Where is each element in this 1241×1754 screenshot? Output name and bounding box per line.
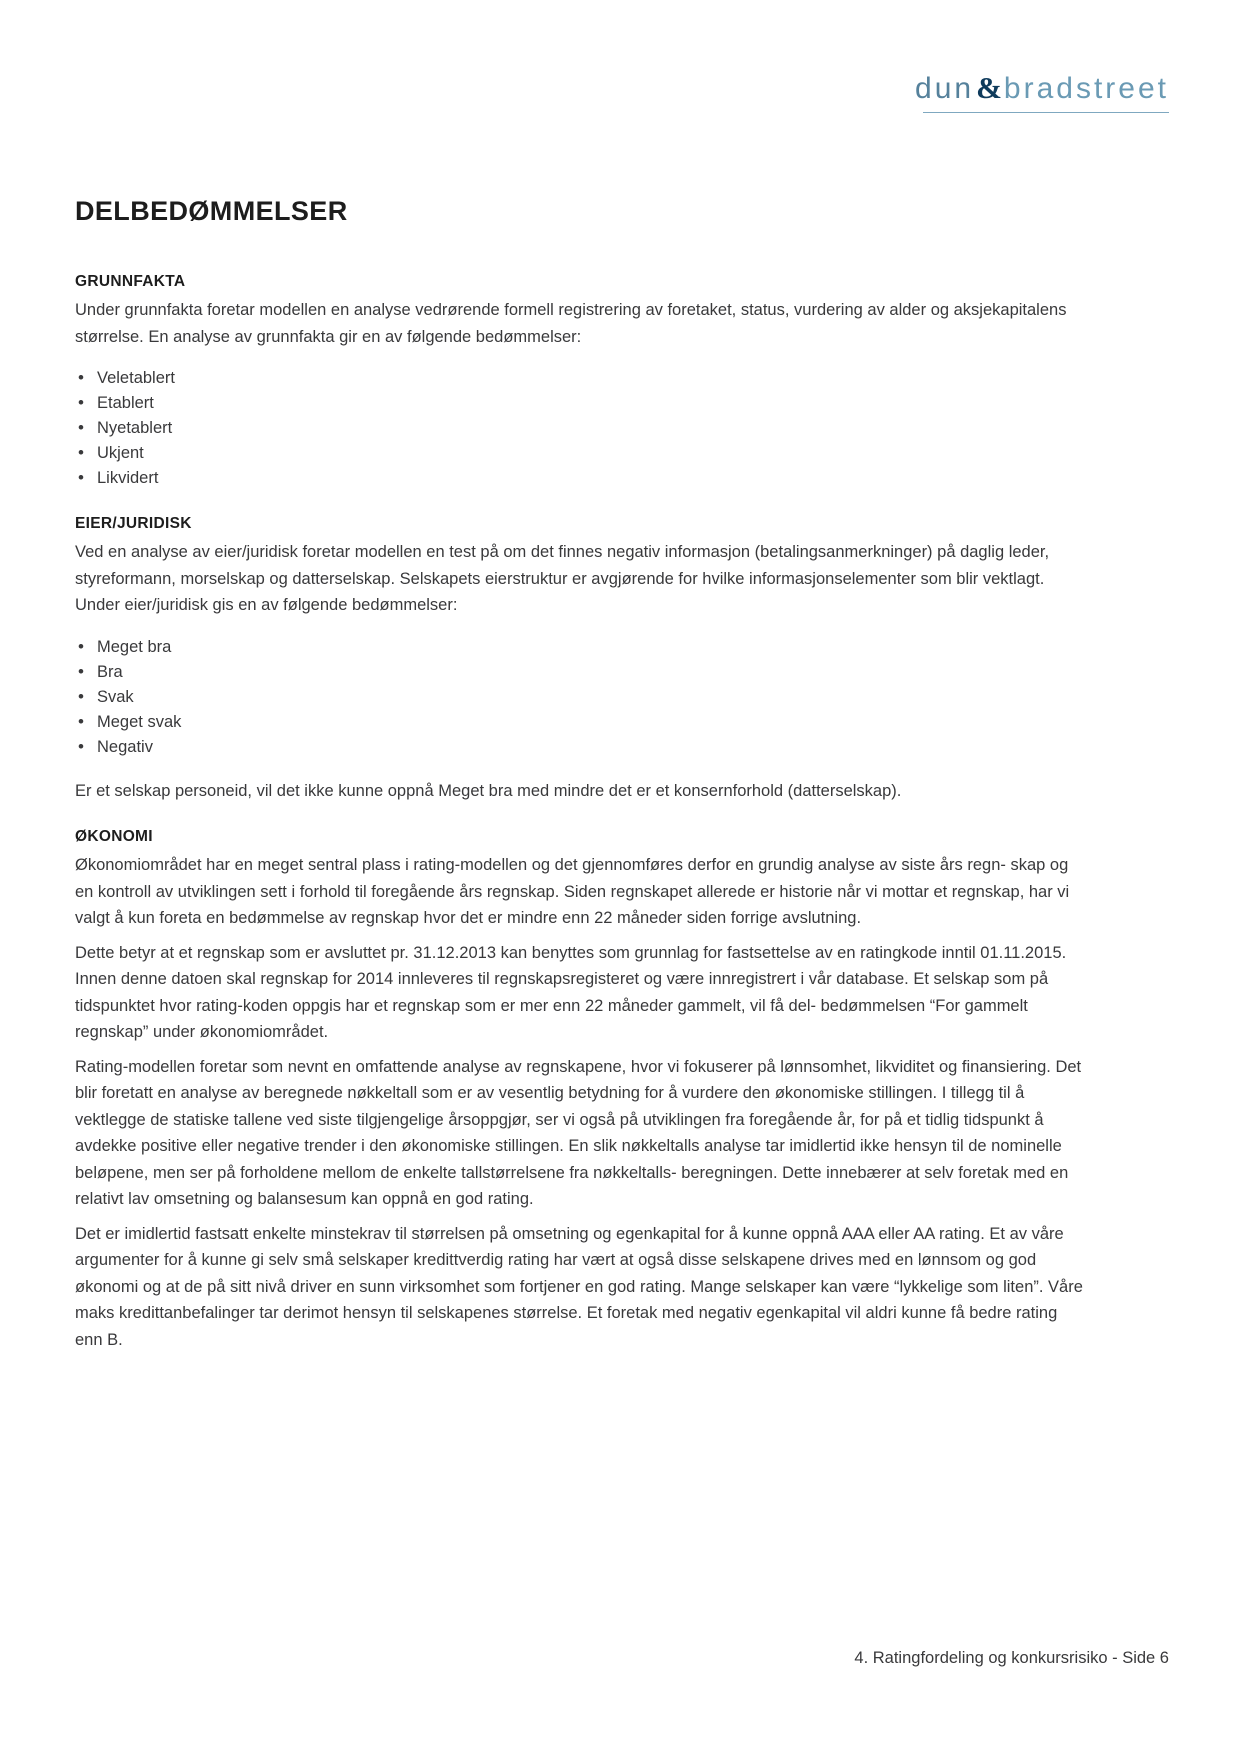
grunnfakta-bullet-list: [75, 366, 1085, 491]
logo-underline-divider: [923, 112, 1169, 113]
section-note: Er et selskap personeid, vil det ikke kunne oppnå Meget bra med mindre det er et konsernforhold (datterselskap).: [75, 781, 902, 800]
section-heading-okonomi: ØKONOMI: [75, 828, 153, 845]
logo-text-dun: dun: [915, 72, 975, 105]
section-okonomi: [75, 828, 1085, 1353]
section-paragraph: Ved en analyse av eier/juridisk foretar modellen en test på om det finnes negativ informasjon (betalingsanmerkninger) på daglig leder, styreformann, morselskap og datterselskap. Selskapets eierstruktur er avgjørende for hvilke informasjonselementer som blir vektlagt. Under eier/juridisk gis en av følgende bedømmelser:: [75, 543, 1050, 614]
logo-text-bradstreet: bradstreet: [1003, 72, 1169, 105]
list-item: • Etablert: [75, 391, 1085, 416]
section-paragraph: Dette betyr at et regnskap som er avsluttet pr. 31.12.2013 kan benyttes som grunnlag for fastsettelse av en ratingkode inntil 01.11.2015. Innen denne datoen skal regnskap for 2014 innleveres til regnskapsregisteret og være innregistrert i vår database. Et selskap som på tidspunktet hvor rating-koden oppgis har et regnskap som er mer enn 22 måneder gammelt, vil få del- bedømmelsen “For gammelt regnskap” under økonomiområdet.: [75, 943, 1067, 1041]
list-item: • Likvidert: [75, 466, 1085, 491]
list-item: • Ukjent: [75, 441, 1085, 466]
list-item: • Svak: [75, 685, 1085, 710]
section-heading-grunnfakta: GRUNNFAKTA: [75, 273, 186, 290]
dun-bradstreet-logo: [915, 70, 1169, 106]
list-item: • Veletablert: [75, 366, 1085, 391]
logo-ampersand-icon: &: [976, 70, 1002, 105]
section-paragraph: Økonomiområdet har en meget sentral plass i rating-modellen og det gjennomføres derfor en grundig analyse av siste års regn- skap og en kontroll av utviklingen sett i forhold til foregående års regnskap. Siden regnskapet allerede er historie når vi mottar et regnskap, har vi valgt å kun foreta en bedømmelse av regnskap hvor det er mindre enn 22 måneder siden forrige avslutning.: [75, 856, 1070, 927]
list-item: • Bra: [75, 660, 1085, 685]
list-item: • Meget svak: [75, 710, 1085, 735]
section-grunnfakta: [75, 273, 1085, 491]
section-paragraph: Det er imidlertid fastsatt enkelte minstekrav til størrelsen på omsetning og egenkapital for å kunne oppnå AAA eller AA rating. Et av våre argumenter for å kunne gi selv små selskaper kredittverdig rating har vært at også disse selskapene drives med en lønnsom og god økonomi og at de på sitt nivå driver en sunn virksomhet som fortjener en god rating. Mange selskaper kan være “lykkelige som liten”. Våre maks kredittanbefalinger tar derimot hensyn til selskapenes størrelse. Et foretak med negativ egenkapital vil aldri kunne få bedre rating enn B.: [75, 1224, 1083, 1349]
page-footer: 4. Ratingfordeling og konkursrisiko - Side 6: [854, 1649, 1169, 1667]
section-heading-eier-juridisk: EIER/JURIDISK: [75, 515, 192, 532]
page-title: DELBEDØMMELSER: [75, 196, 348, 226]
list-item: • Nyetablert: [75, 416, 1085, 441]
section-eier-juridisk: [75, 515, 1085, 804]
document-content: [75, 196, 1085, 1377]
section-paragraph: Rating-modellen foretar som nevnt en omfattende analyse av regnskapene, hvor vi fokuserer på lønnsomhet, likviditet og finansiering. Det blir foretatt en analyse av beregnede nøkkeltall som er av vesentlig betydning for å vurdere den økonomiske stillingen. I tillegg til å vektlegge de statiske tallene ved siste tilgjengelige årsoppgjør, ser vi også på utviklingen fra foregående år, for på et tidlig tidspunkt å avdekke positive eller negative trender i den økonomiske stillingen. En slik nøkkeltalls analyse tar imidlertid ikke hensyn til de nominelle beløpene, men ser på forholdene mellom de enkelte tallstørrelsene fra nøkkeltalls- beregningen. Dette innebærer at selv foretak med en relativt lav omsetning og balansesum kan oppnå en god rating.: [75, 1057, 1082, 1208]
eier-juridisk-bullet-list: [75, 635, 1085, 760]
list-item: • Negativ: [75, 735, 1085, 760]
list-item: • Meget bra: [75, 635, 1085, 660]
section-paragraph: Under grunnfakta foretar modellen en analyse vedrørende formell registrering av foretaket, status, vurdering av alder og aksjekapitalens størrelse. En analyse av grunnfakta gir en av følgende bedømmelser:: [75, 301, 1067, 346]
